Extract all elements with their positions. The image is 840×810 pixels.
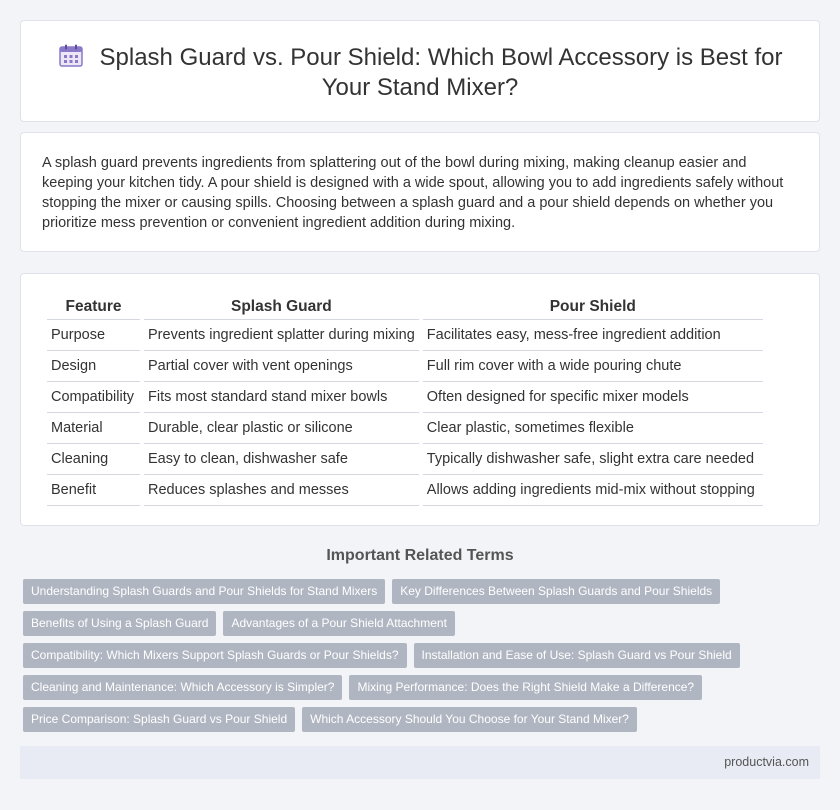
tag-row <box>23 707 823 739</box>
pour-shield-cell: Facilitates easy, mess-free ingredient addition <box>423 320 763 351</box>
related-terms-heading: Important Related Terms <box>326 547 514 564</box>
table-row <box>47 413 763 444</box>
header-splash-guard: Splash Guard <box>144 294 419 320</box>
splash-guard-cell: Easy to clean, dishwasher safe <box>144 444 419 475</box>
tag-row <box>23 675 823 707</box>
related-term-link[interactable]: Mixing Performance: Does the Right Shield Make a Difference? <box>349 675 702 700</box>
comparison-table <box>43 294 767 506</box>
feature-cell: Compatibility <box>47 382 140 413</box>
related-term-link[interactable]: Benefits of Using a Splash Guard <box>23 611 216 636</box>
related-term-link[interactable]: Installation and Ease of Use: Splash Guard vs Pour Shield <box>414 643 740 668</box>
header-feature: Feature <box>47 294 140 320</box>
table-row <box>47 320 763 351</box>
related-term-link[interactable]: Advantages of a Pour Shield Attachment <box>223 611 454 636</box>
header-pour-shield: Pour Shield <box>423 294 763 320</box>
pour-shield-cell: Allows adding ingredients mid-mix without stopping <box>423 475 763 506</box>
related-term-link[interactable]: Which Accessory Should You Choose for Your Stand Mixer? <box>302 707 637 732</box>
tag-row <box>23 579 823 611</box>
table-row <box>47 475 763 506</box>
table-header-row <box>47 294 763 320</box>
related-term-link[interactable]: Understanding Splash Guards and Pour Shields for Stand Mixers <box>23 579 385 604</box>
splash-guard-cell: Durable, clear plastic or silicone <box>144 413 419 444</box>
related-term-link[interactable]: Price Comparison: Splash Guard vs Pour Shield <box>23 707 295 732</box>
intro-paragraph: A splash guard prevents ingredients from splattering out of the bowl during mixing, making cleanup easier and keeping your kitchen tidy. A pour shield is designed with a wide spout, allowing you to add ingredients safely without stopping the mixer or causing spills. Choosing between a splash guard and a pour shield depends on whether you prioritize mess prevention or convenient ingredient addition during mixing. <box>42 155 784 231</box>
title-card <box>20 20 820 122</box>
splash-guard-cell: Fits most standard stand mixer bowls <box>144 382 419 413</box>
related-term-link[interactable]: Cleaning and Maintenance: Which Accessory is Simpler? <box>23 675 342 700</box>
related-terms-list <box>23 579 823 739</box>
table-row <box>47 351 763 382</box>
feature-cell: Design <box>47 351 140 382</box>
calendar-icon <box>58 44 84 68</box>
splash-guard-cell: Prevents ingredient splatter during mixing <box>144 320 419 351</box>
feature-cell: Cleaning <box>47 444 140 475</box>
tag-row <box>23 643 823 675</box>
related-term-link[interactable]: Compatibility: Which Mixers Support Splash Guards or Pour Shields? <box>23 643 407 668</box>
page-title: Splash Guard vs. Pour Shield: Which Bowl Accessory is Best for Your Stand Mixer? <box>99 44 783 101</box>
page-title-wrap <box>21 43 819 103</box>
feature-cell: Purpose <box>47 320 140 351</box>
pour-shield-cell: Often designed for specific mixer models <box>423 382 763 413</box>
splash-guard-cell: Reduces splashes and messes <box>144 475 419 506</box>
table-row <box>47 444 763 475</box>
footer-site-link[interactable]: productvia.com <box>724 755 809 769</box>
intro-card <box>20 132 820 252</box>
comparison-card <box>20 273 820 526</box>
feature-cell: Material <box>47 413 140 444</box>
footer <box>20 746 820 779</box>
pour-shield-cell: Typically dishwasher safe, slight extra care needed <box>423 444 763 475</box>
pour-shield-cell: Clear plastic, sometimes flexible <box>423 413 763 444</box>
table-row <box>47 382 763 413</box>
tag-row <box>23 611 823 643</box>
pour-shield-cell: Full rim cover with a wide pouring chute <box>423 351 763 382</box>
splash-guard-cell: Partial cover with vent openings <box>144 351 419 382</box>
related-term-link[interactable]: Key Differences Between Splash Guards and Pour Shields <box>392 579 720 604</box>
feature-cell: Benefit <box>47 475 140 506</box>
